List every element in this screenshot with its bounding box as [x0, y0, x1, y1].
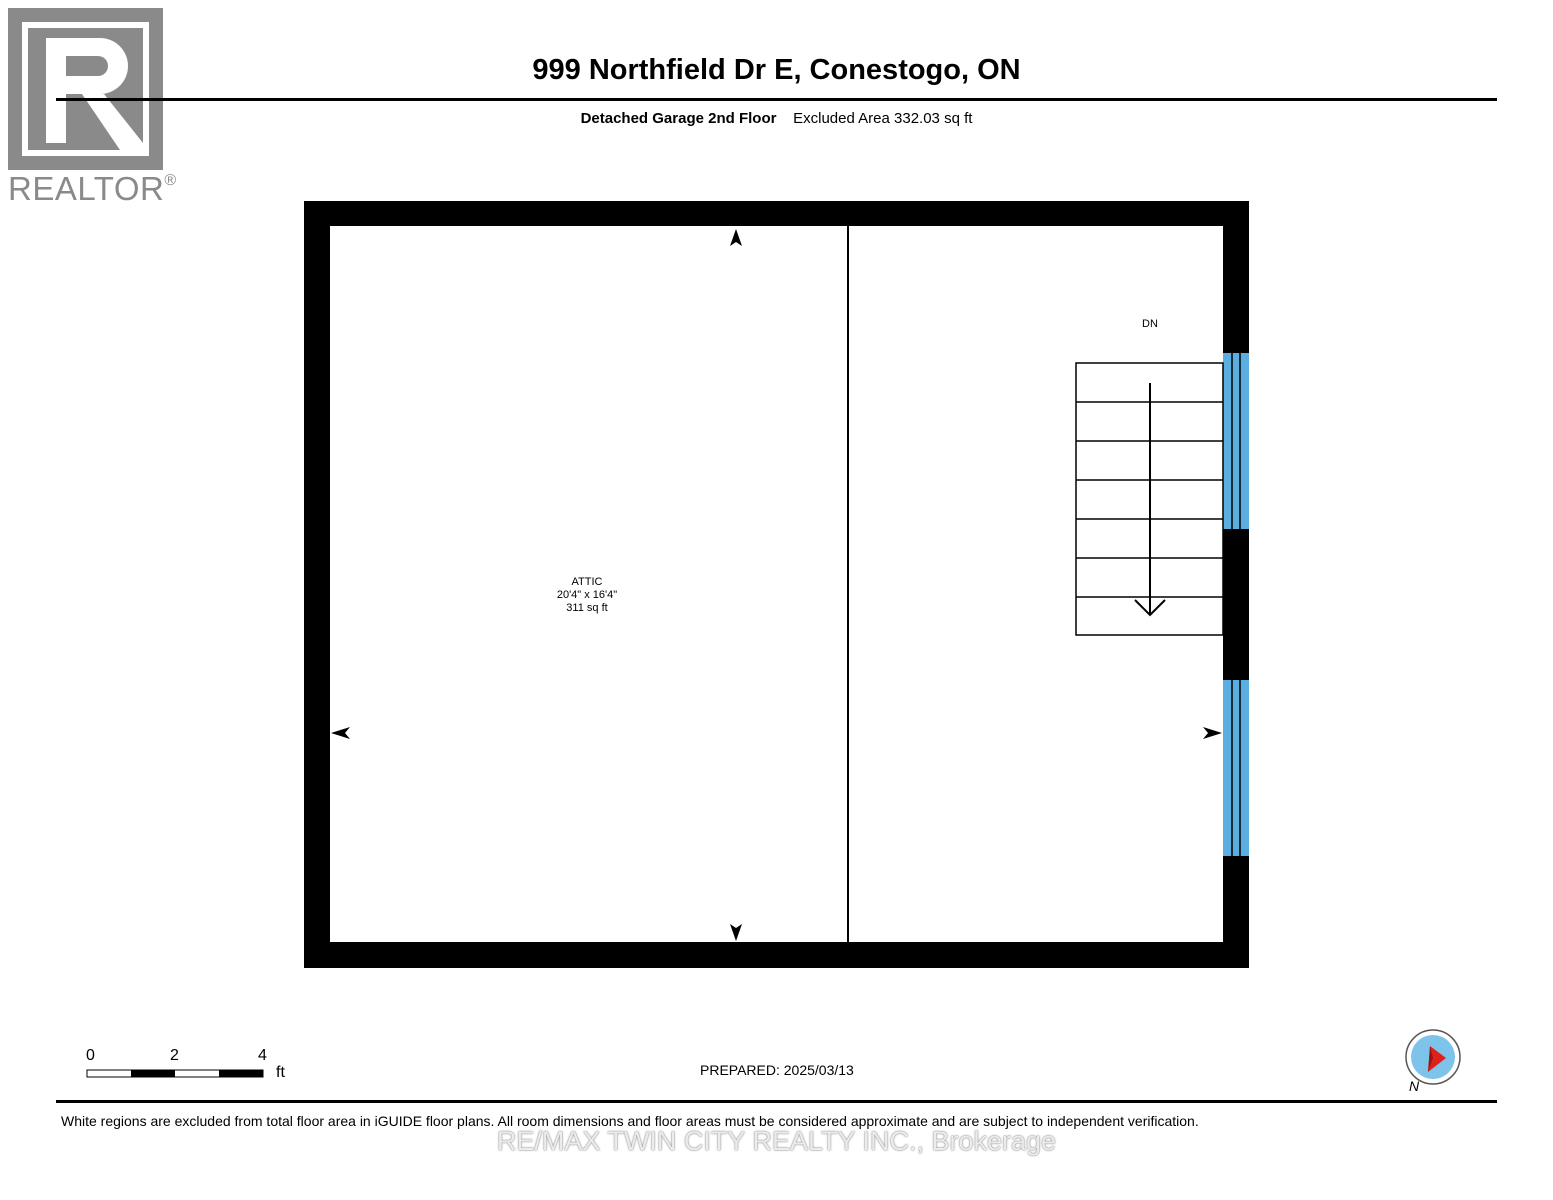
scale-unit: ft [276, 1064, 285, 1081]
north-label: N [1409, 1078, 1420, 1094]
page-title: 999 Northfield Dr E, Conestogo, ON [532, 54, 1021, 86]
disclaimer-text: White regions are excluded from total floor area in iGUIDE floor plans. All room dimensions and floor areas must be considered approximate and are subject to independent verification. [61, 1113, 1199, 1129]
stairs-down-label: DN [1142, 318, 1158, 330]
floor-name: Detached Garage 2nd Floor [580, 110, 777, 127]
scale-tick-2: 2 [170, 1047, 179, 1064]
room-area: 311 sq ft [566, 602, 608, 614]
scale-bar [87, 1070, 263, 1077]
window-lower [1223, 680, 1249, 856]
prepared-date: PREPARED: 2025/03/13 [700, 1062, 854, 1078]
room-label-attic [537, 576, 637, 615]
dimension-arrow-down-icon [730, 924, 742, 941]
room-dimensions: 20'4" x 16'4" [556, 589, 618, 601]
scale-tick-0: 0 [86, 1047, 95, 1064]
room-name: ATTIC [571, 576, 603, 588]
area-summary: Excluded Area 332.03 sq ft [793, 110, 973, 127]
dimension-arrow-up-icon [730, 229, 742, 246]
footer-divider [56, 1100, 1497, 1103]
exterior-walls [304, 201, 1249, 968]
realtor-logo-text: REALTOR® [8, 170, 177, 207]
dimension-arrow-right-icon [1203, 727, 1222, 739]
window-upper [1223, 353, 1249, 529]
brokerage-watermark: RE/MAX TWIN CITY REALTY INC., Brokerage [496, 1126, 1057, 1156]
staircase [1076, 363, 1223, 635]
dimension-arrow-left-icon [331, 727, 350, 739]
scale-tick-4: 4 [258, 1047, 267, 1064]
